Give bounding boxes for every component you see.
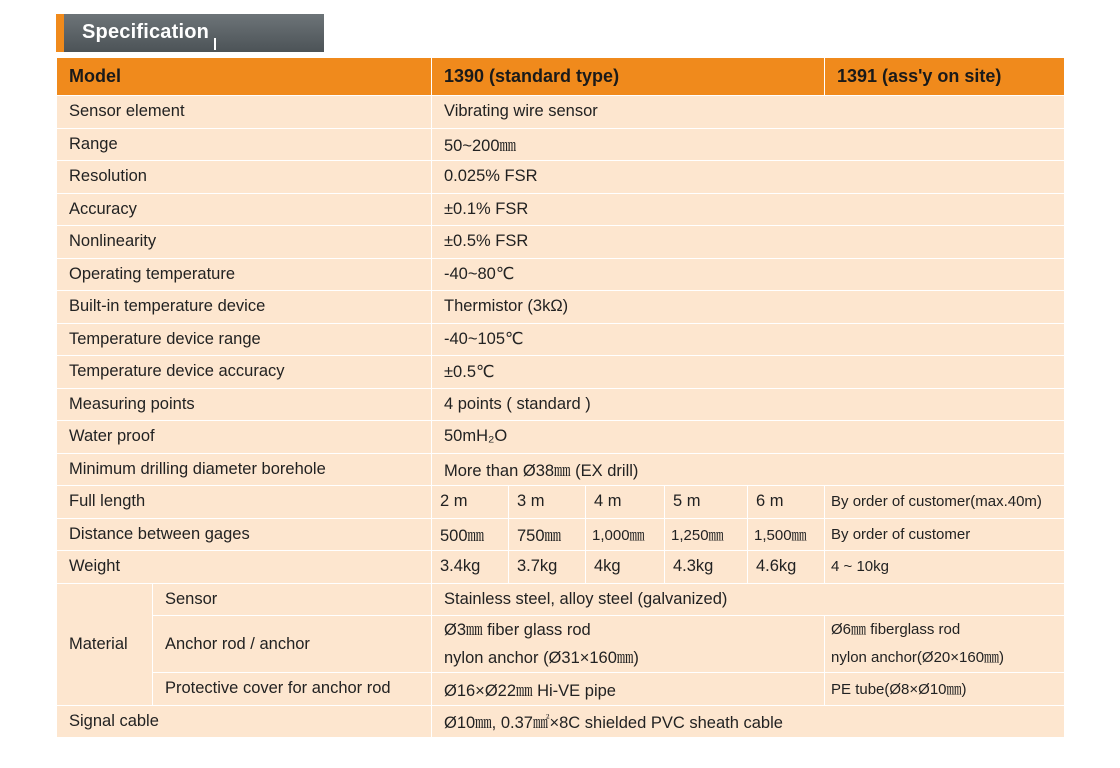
material-anchor-on-site (825, 616, 1065, 673)
length-value: 6 m (748, 486, 825, 519)
row-label: Nonlinearity (57, 226, 432, 259)
length-value: 3 m (509, 486, 586, 519)
distance-value: 1,000㎜ (586, 518, 665, 551)
row-label: Temperature device accuracy (57, 356, 432, 389)
row-value: -40~105℃ (432, 323, 1065, 356)
anchor-standard-line: Ø3㎜ fiber glass rod (444, 621, 591, 639)
row-label: Resolution (57, 161, 432, 194)
row-label: Measuring points (57, 388, 432, 421)
length-value: 5 m (665, 486, 748, 519)
row-label: Signal cable (57, 705, 432, 738)
table-row (57, 128, 1065, 161)
section-tab (56, 14, 324, 52)
row-label: Temperature device range (57, 323, 432, 356)
distance-custom: By order of customer (825, 518, 1065, 551)
weight-value: 4.6kg (748, 551, 825, 584)
table-row (57, 323, 1065, 356)
header-on-site-type: 1391 (ass'y on site) (825, 58, 1065, 96)
row-label: Full length (57, 486, 432, 519)
material-anchor-label: Anchor rod / anchor (153, 616, 432, 673)
distance-value: 1,250㎜ (665, 518, 748, 551)
row-label: Built-in temperature device (57, 291, 432, 324)
full-length-row (57, 486, 1065, 519)
header-model: Model (57, 58, 432, 96)
distance-value: 750㎜ (509, 518, 586, 551)
weight-value: 3.4kg (432, 551, 509, 584)
table-row (57, 356, 1065, 389)
row-label: Operating temperature (57, 258, 432, 291)
length-value: 2 m (432, 486, 509, 519)
row-value: -40~80℃ (432, 258, 1065, 291)
anchor-on-site-line: Ø6㎜ fiberglass rod (831, 621, 961, 638)
material-anchor-standard (432, 616, 825, 673)
weight-row (57, 551, 1065, 584)
material-anchor-row (57, 616, 1065, 673)
table-row (57, 258, 1065, 291)
table-row (57, 96, 1065, 129)
row-value: ±0.5% FSR (432, 226, 1065, 259)
material-sensor-value: Stainless steel, alloy steel (galvanized) (432, 583, 1065, 616)
table-row (57, 453, 1065, 486)
row-label: Accuracy (57, 193, 432, 226)
row-label: Minimum drilling diameter borehole (57, 453, 432, 486)
material-cover-row (57, 673, 1065, 706)
material-cover-on-site: PE tube(Ø8×Ø10㎜) (825, 673, 1065, 706)
header-standard-type: 1390 (standard type) (432, 58, 825, 96)
distance-row (57, 518, 1065, 551)
distance-value: 500㎜ (432, 518, 509, 551)
length-custom: By order of customer(max.40m) (825, 486, 1065, 519)
table-row (57, 388, 1065, 421)
weight-custom: 4 ~ 10kg (825, 551, 1065, 584)
table-row (57, 421, 1065, 454)
section-title: Specification (82, 21, 210, 43)
material-sensor-row (57, 583, 1065, 616)
row-value: Thermistor (3kΩ) (432, 291, 1065, 324)
table-header-row (57, 58, 1065, 96)
row-value: More than Ø38㎜ (EX drill) (432, 453, 1065, 486)
material-sensor-label: Sensor (153, 583, 432, 616)
weight-value: 3.7kg (509, 551, 586, 584)
material-label: Material (57, 583, 153, 705)
weight-value: 4.3kg (665, 551, 748, 584)
row-value: 4 points ( standard ) (432, 388, 1065, 421)
weight-value: 4kg (586, 551, 665, 584)
length-value: 4 m (586, 486, 665, 519)
row-value: ±0.1% FSR (432, 193, 1065, 226)
specification-table (56, 57, 1065, 738)
tab-divider (214, 38, 216, 50)
table-row (57, 193, 1065, 226)
row-value: ±0.5℃ (432, 356, 1065, 389)
row-value: Vibrating wire sensor (432, 96, 1065, 129)
signal-cable-row (57, 705, 1065, 738)
row-label: Weight (57, 551, 432, 584)
material-cover-standard: Ø16×Ø22㎜ Hi-VE pipe (432, 673, 825, 706)
anchor-on-site-line: nylon anchor(Ø20×160㎜) (831, 649, 1005, 666)
table-row (57, 291, 1065, 324)
row-value: 50~200㎜ (432, 128, 1065, 161)
row-label: Range (57, 128, 432, 161)
row-label: Sensor element (57, 96, 432, 129)
row-label: Distance between gages (57, 518, 432, 551)
table-row (57, 226, 1065, 259)
row-value: 0.025% FSR (432, 161, 1065, 194)
table-row (57, 161, 1065, 194)
anchor-standard-line: nylon anchor (Ø31×160㎜) (444, 649, 639, 667)
row-value: 50mH₂O (432, 421, 1065, 454)
material-cover-label: Protective cover for anchor rod (153, 673, 432, 706)
distance-value: 1,500㎜ (748, 518, 825, 551)
signal-cable-value: Ø10㎜, 0.37㎟×8C shielded PVC sheath cable (432, 705, 1065, 738)
row-label: Water proof (57, 421, 432, 454)
